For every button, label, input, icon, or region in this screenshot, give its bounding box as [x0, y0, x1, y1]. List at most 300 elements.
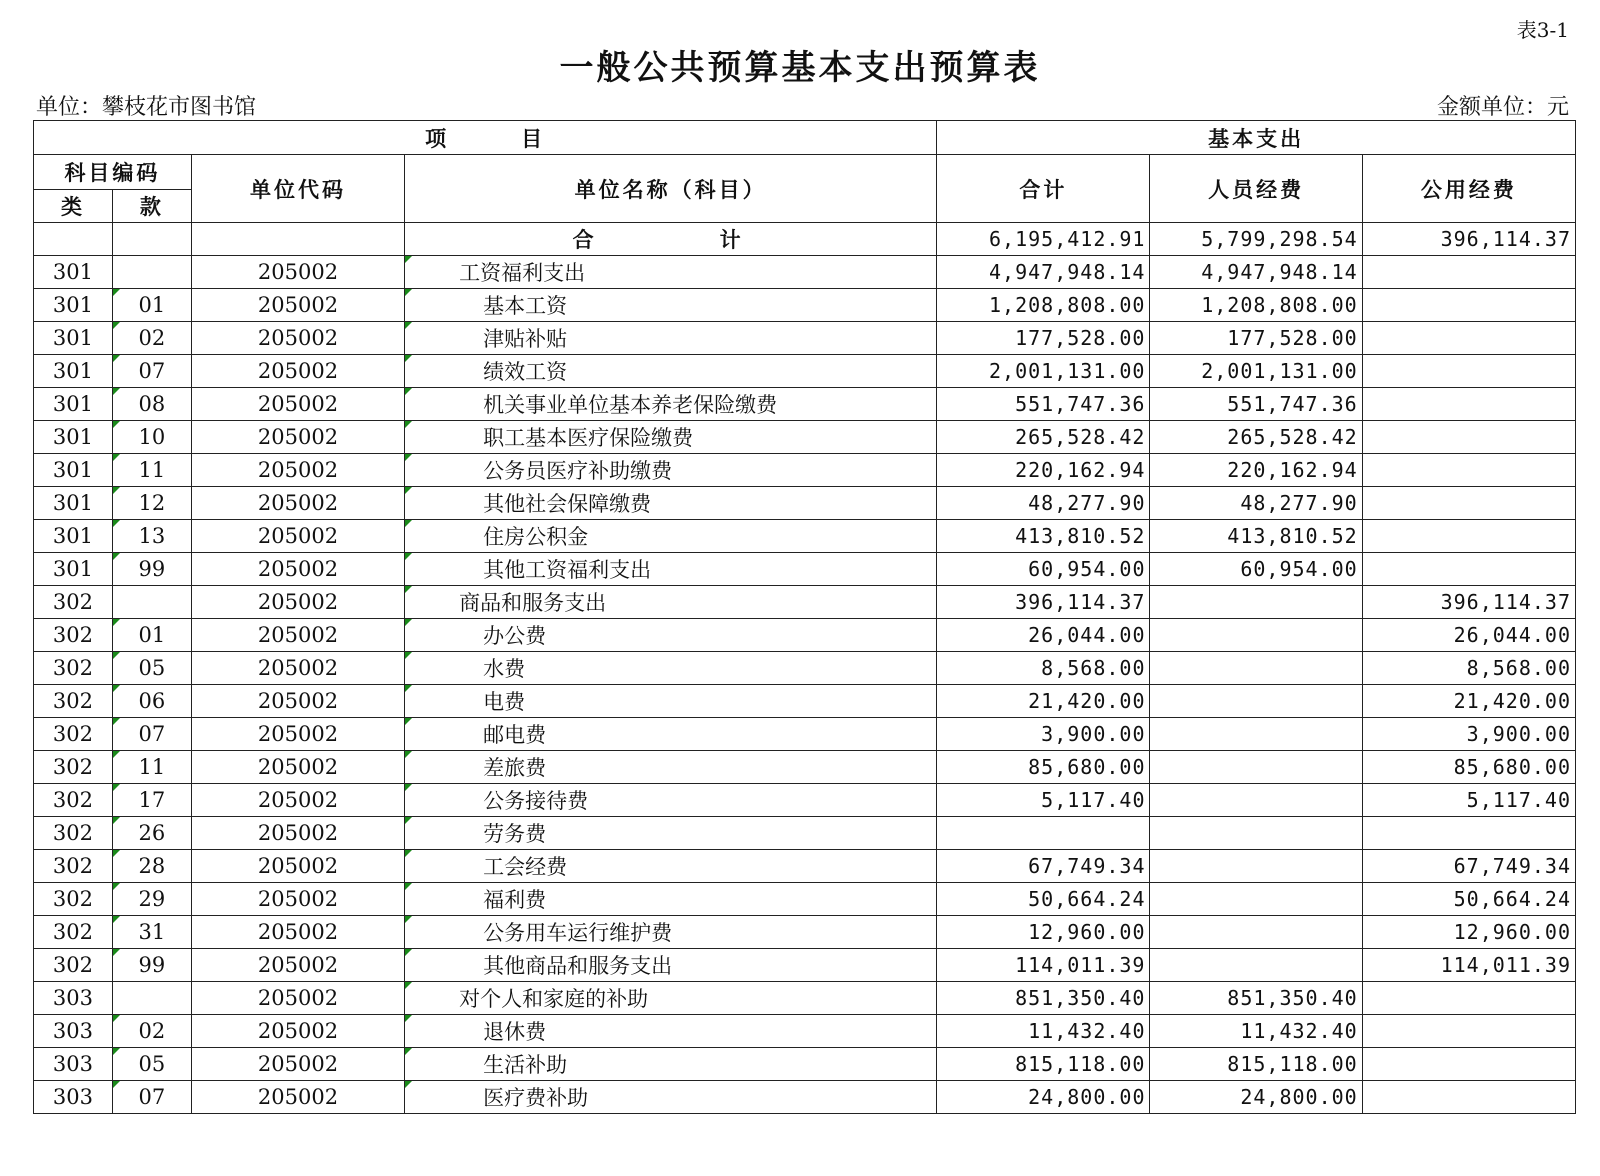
kuan-cell: [112, 1048, 191, 1081]
kuan-text: 11: [138, 755, 166, 779]
lei-cell: 301: [34, 487, 113, 520]
unit-code-cell: 205002: [191, 751, 404, 784]
cell-marker-icon: [405, 553, 412, 560]
public-cell: 12,960.00: [1362, 916, 1575, 949]
unit-name-text: 邮电费: [483, 723, 547, 747]
personnel-cell: 265,528.42: [1150, 421, 1362, 454]
unit-name-cell: [405, 1081, 937, 1114]
lei-cell: 302: [34, 751, 113, 784]
personnel-cell: [1150, 949, 1362, 982]
kuan-text: 06: [138, 689, 166, 713]
unit-label: 单位：攀枝花市图书馆: [36, 95, 257, 120]
public-cell: 3,900.00: [1362, 718, 1575, 751]
header-lei: 类: [34, 190, 113, 223]
public-cell: [1362, 421, 1575, 454]
unit-name-text: 机关事业单位基本养老保险缴费: [483, 393, 778, 417]
personnel-cell: 2,001,131.00: [1150, 355, 1362, 388]
total-cell: 5,117.40: [937, 784, 1150, 817]
personnel-cell: 413,810.52: [1150, 520, 1362, 553]
unit-code-cell: 205002: [191, 685, 404, 718]
kuan-text: 26: [138, 821, 166, 845]
personnel-cell: [1150, 784, 1362, 817]
unit-code-cell: 205002: [191, 454, 404, 487]
kuan-cell: [112, 619, 191, 652]
table-row: [34, 454, 1576, 487]
lei-cell: 301: [34, 454, 113, 487]
table-row: [34, 1048, 1576, 1081]
public-cell: [1362, 256, 1575, 289]
lei-cell: 302: [34, 817, 113, 850]
kuan-text: 11: [138, 458, 166, 482]
unit-name-text: 水费: [483, 657, 526, 681]
kuan-cell: [112, 454, 191, 487]
table-row: [34, 685, 1576, 718]
unit-name-cell: [405, 421, 937, 454]
unit-name-cell: [405, 289, 937, 322]
cell-marker-icon: [113, 388, 120, 395]
unit-code-cell: 205002: [191, 916, 404, 949]
total-cell: [937, 817, 1150, 850]
kuan-cell: [112, 322, 191, 355]
cell-marker-icon: [405, 718, 412, 725]
lei-cell: 301: [34, 289, 113, 322]
table-row: [34, 652, 1576, 685]
total-cell: 11,432.40: [937, 1015, 1150, 1048]
table-row: [34, 421, 1576, 454]
public-cell: 67,749.34: [1362, 850, 1575, 883]
unit-code-cell: 205002: [191, 487, 404, 520]
unit-name-cell: [405, 553, 937, 586]
unit-name-text: 生活补助: [483, 1053, 568, 1077]
personnel-cell: [1150, 652, 1362, 685]
total-cell: 67,749.34: [937, 850, 1150, 883]
cell-marker-icon: [113, 1015, 120, 1022]
total-cell: 2,001,131.00: [937, 355, 1150, 388]
cell-marker-icon: [113, 322, 120, 329]
unit-name-cell: [405, 1015, 937, 1048]
cell-marker-icon: [405, 289, 412, 296]
unit-name-cell: [405, 586, 937, 619]
unit-code-cell: 205002: [191, 289, 404, 322]
public-cell: 26,044.00: [1362, 619, 1575, 652]
unit-code-cell: 205002: [191, 322, 404, 355]
budget-table: [33, 120, 1576, 1114]
header-subject-code: 科目编码: [34, 155, 192, 190]
cell-marker-icon: [113, 1081, 120, 1088]
unit-name-text: 劳务费: [483, 822, 547, 846]
header-personnel: 人员经费: [1150, 155, 1362, 223]
cell-marker-icon: [113, 520, 120, 527]
total-cell: 3,900.00: [937, 718, 1150, 751]
total-cell: 265,528.42: [937, 421, 1150, 454]
table-row: [34, 883, 1576, 916]
table-row: [34, 553, 1576, 586]
kuan-cell: [112, 1081, 191, 1114]
public-cell: 85,680.00: [1362, 751, 1575, 784]
kuan-cell: [112, 256, 191, 289]
cell-marker-icon: [405, 784, 412, 791]
table-row: [34, 520, 1576, 553]
kuan-text: 13: [138, 524, 166, 548]
kuan-text: 99: [138, 953, 166, 977]
cell-marker-icon: [113, 718, 120, 725]
table-row: [34, 850, 1576, 883]
unit-name-cell: [405, 883, 937, 916]
personnel-cell: 60,954.00: [1150, 553, 1362, 586]
public-cell: [1362, 355, 1575, 388]
unit-name-text: 职工基本医疗保险缴费: [483, 426, 694, 450]
kuan-text: 01: [138, 623, 166, 647]
lei-cell: 301: [34, 355, 113, 388]
kuan-cell: [112, 421, 191, 454]
total-code-cell: [191, 223, 404, 256]
personnel-cell: [1150, 817, 1362, 850]
unit-code-cell: 205002: [191, 388, 404, 421]
header-project: 项 目: [34, 121, 937, 155]
unit-name-text: 基本工资: [483, 294, 568, 318]
unit-name-cell: [405, 916, 937, 949]
cell-marker-icon: [405, 421, 412, 428]
public-cell: [1362, 817, 1575, 850]
kuan-text: 10: [138, 425, 166, 449]
page-title: 一般公共预算基本支出预算表: [559, 48, 1041, 88]
personnel-cell: [1150, 586, 1362, 619]
unit-name-cell: [405, 487, 937, 520]
table-row: [34, 817, 1576, 850]
unit-code-cell: 205002: [191, 1015, 404, 1048]
cell-marker-icon: [405, 619, 412, 626]
unit-code-cell: 205002: [191, 619, 404, 652]
cell-marker-icon: [113, 817, 120, 824]
kuan-cell: [112, 751, 191, 784]
kuan-cell: [112, 355, 191, 388]
unit-name-text: 办公费: [483, 624, 547, 648]
unit-code-cell: 205002: [191, 652, 404, 685]
unit-name-text: 福利费: [483, 888, 547, 912]
lei-cell: 302: [34, 883, 113, 916]
unit-code-cell: 205002: [191, 817, 404, 850]
cell-marker-icon: [405, 982, 412, 989]
total-cell: 220,162.94: [937, 454, 1150, 487]
unit-code-cell: 205002: [191, 883, 404, 916]
cell-marker-icon: [405, 454, 412, 461]
table-row: [34, 586, 1576, 619]
cell-marker-icon: [405, 1015, 412, 1022]
public-cell: [1362, 289, 1575, 322]
unit-name-text: 其他商品和服务支出: [483, 954, 673, 978]
cell-marker-icon: [113, 421, 120, 428]
lei-cell: 302: [34, 652, 113, 685]
cell-marker-icon: [405, 520, 412, 527]
personnel-cell: 4,947,948.14: [1150, 256, 1362, 289]
personnel-cell: 815,118.00: [1150, 1048, 1362, 1081]
cell-marker-icon: [113, 553, 120, 560]
lei-cell: 301: [34, 421, 113, 454]
public-cell: [1362, 520, 1575, 553]
personnel-cell: [1150, 718, 1362, 751]
total-personnel: 5,799,298.54: [1150, 223, 1362, 256]
cell-marker-icon: [113, 652, 120, 659]
unit-name-text: 差旅费: [483, 756, 547, 780]
unit-name-cell: [405, 652, 937, 685]
cell-marker-icon: [405, 1048, 412, 1055]
cell-marker-icon: [405, 586, 412, 593]
public-cell: [1362, 454, 1575, 487]
cell-marker-icon: [113, 289, 120, 296]
personnel-cell: 551,747.36: [1150, 388, 1362, 421]
lei-cell: 303: [34, 1081, 113, 1114]
lei-cell: 301: [34, 322, 113, 355]
kuan-cell: [112, 586, 191, 619]
total-cell: 551,747.36: [937, 388, 1150, 421]
cell-marker-icon: [113, 883, 120, 890]
total-cell: 8,568.00: [937, 652, 1150, 685]
total-public: 396,114.37: [1362, 223, 1575, 256]
total-cell: 24,800.00: [937, 1081, 1150, 1114]
cell-marker-icon: [113, 619, 120, 626]
header-public: 公用经费: [1362, 155, 1575, 223]
amount-unit-label: 金额单位：元: [1436, 95, 1569, 120]
public-cell: 21,420.00: [1362, 685, 1575, 718]
lei-cell: 303: [34, 1015, 113, 1048]
unit-name-cell: [405, 685, 937, 718]
unit-name-text: 其他社会保障缴费: [483, 492, 652, 516]
kuan-text: 99: [138, 557, 166, 581]
unit-code-cell: 205002: [191, 982, 404, 1015]
unit-name-cell: [405, 256, 937, 289]
kuan-text: 07: [138, 1085, 166, 1109]
unit-name-cell: [405, 817, 937, 850]
table-row: [34, 751, 1576, 784]
kuan-cell: [112, 685, 191, 718]
unit-name-cell: [405, 322, 937, 355]
lei-cell: 301: [34, 388, 113, 421]
total-cell: 50,664.24: [937, 883, 1150, 916]
cell-marker-icon: [113, 1048, 120, 1055]
total-cell: 4,947,948.14: [937, 256, 1150, 289]
unit-name-text: 工资福利支出: [459, 261, 586, 285]
unit-code-cell: 205002: [191, 1081, 404, 1114]
cell-marker-icon: [405, 322, 412, 329]
total-cell: 413,810.52: [937, 520, 1150, 553]
kuan-text: 17: [138, 788, 166, 812]
personnel-cell: [1150, 916, 1362, 949]
unit-code-cell: 205002: [191, 421, 404, 454]
kuan-cell: [112, 817, 191, 850]
kuan-text: 07: [138, 359, 166, 383]
total-row: [34, 223, 1576, 256]
kuan-cell: [112, 553, 191, 586]
unit-name-cell: [405, 751, 937, 784]
lei-cell: 302: [34, 949, 113, 982]
lei-cell: 301: [34, 520, 113, 553]
cell-marker-icon: [113, 784, 120, 791]
cell-marker-icon: [405, 256, 412, 263]
kuan-cell: [112, 949, 191, 982]
unit-name-cell: [405, 982, 937, 1015]
unit-code-cell: 205002: [191, 520, 404, 553]
table-row: [34, 322, 1576, 355]
cell-marker-icon: [113, 487, 120, 494]
cell-marker-icon: [405, 685, 412, 692]
cell-marker-icon: [113, 685, 120, 692]
personnel-cell: 1,208,808.00: [1150, 289, 1362, 322]
cell-marker-icon: [113, 751, 120, 758]
cell-marker-icon: [113, 850, 120, 857]
kuan-cell: [112, 916, 191, 949]
unit-code-cell: 205002: [191, 586, 404, 619]
table-row: [34, 619, 1576, 652]
lei-cell: 301: [34, 553, 113, 586]
public-cell: 396,114.37: [1362, 586, 1575, 619]
unit-code-cell: 205002: [191, 256, 404, 289]
table-row: [34, 388, 1576, 421]
public-cell: [1362, 1015, 1575, 1048]
public-cell: 50,664.24: [1362, 883, 1575, 916]
public-cell: [1362, 1081, 1575, 1114]
cell-marker-icon: [405, 751, 412, 758]
unit-code-cell: 205002: [191, 850, 404, 883]
table-number: 表3-1: [1516, 18, 1569, 42]
cell-marker-icon: [405, 883, 412, 890]
total-total: 6,195,412.91: [937, 223, 1150, 256]
kuan-cell: [112, 784, 191, 817]
public-cell: 8,568.00: [1362, 652, 1575, 685]
personnel-cell: [1150, 619, 1362, 652]
personnel-cell: [1150, 751, 1362, 784]
cell-marker-icon: [113, 916, 120, 923]
cell-marker-icon: [405, 388, 412, 395]
header-total: 合计: [937, 155, 1150, 223]
unit-code-cell: 205002: [191, 1048, 404, 1081]
table-row: [34, 256, 1576, 289]
personnel-cell: 177,528.00: [1150, 322, 1362, 355]
kuan-cell: [112, 487, 191, 520]
total-cell: 851,350.40: [937, 982, 1150, 1015]
kuan-cell: [112, 718, 191, 751]
unit-name-cell: [405, 850, 937, 883]
unit-name-text: 其他工资福利支出: [483, 558, 652, 582]
cell-marker-icon: [405, 487, 412, 494]
kuan-cell: [112, 520, 191, 553]
kuan-cell: [112, 289, 191, 322]
unit-name-cell: [405, 949, 937, 982]
header-kuan: 款: [112, 190, 191, 223]
public-cell: [1362, 322, 1575, 355]
personnel-cell: 48,277.90: [1150, 487, 1362, 520]
kuan-cell: [112, 850, 191, 883]
personnel-cell: 220,162.94: [1150, 454, 1362, 487]
personnel-cell: 851,350.40: [1150, 982, 1362, 1015]
kuan-text: 02: [138, 1019, 166, 1043]
cell-marker-icon: [113, 355, 120, 362]
cell-marker-icon: [113, 454, 120, 461]
unit-name-text: 住房公积金: [483, 525, 589, 549]
kuan-cell: [112, 1015, 191, 1048]
table-row: [34, 784, 1576, 817]
unit-name-cell: [405, 388, 937, 421]
lei-cell: 302: [34, 850, 113, 883]
lei-cell: 301: [34, 256, 113, 289]
kuan-text: 07: [138, 722, 166, 746]
kuan-text: 02: [138, 326, 166, 350]
public-cell: [1362, 553, 1575, 586]
cell-marker-icon: [405, 652, 412, 659]
public-cell: [1362, 487, 1575, 520]
table-row: [34, 487, 1576, 520]
kuan-text: 05: [138, 656, 166, 680]
kuan-cell: [112, 982, 191, 1015]
kuan-text: 28: [138, 854, 166, 878]
unit-name-cell: [405, 619, 937, 652]
lei-cell: 303: [34, 982, 113, 1015]
personnel-cell: [1150, 850, 1362, 883]
total-cell: 60,954.00: [937, 553, 1150, 586]
header-basic-expense: 基本支出: [937, 121, 1576, 155]
public-cell: 114,011.39: [1362, 949, 1575, 982]
lei-cell: 302: [34, 916, 113, 949]
cell-marker-icon: [405, 1081, 412, 1088]
cell-marker-icon: [405, 850, 412, 857]
total-cell: 1,208,808.00: [937, 289, 1150, 322]
kuan-text: 31: [138, 920, 166, 944]
header-unit-code: 单位代码: [191, 155, 404, 223]
total-cell: 21,420.00: [937, 685, 1150, 718]
unit-name-cell: [405, 355, 937, 388]
total-label: 合 计: [405, 223, 937, 256]
cell-marker-icon: [113, 949, 120, 956]
unit-name-cell: [405, 520, 937, 553]
personnel-cell: [1150, 685, 1362, 718]
table-row: [34, 949, 1576, 982]
kuan-cell: [112, 883, 191, 916]
unit-name-cell: [405, 454, 937, 487]
table-row: [34, 355, 1576, 388]
table-row: [34, 289, 1576, 322]
cell-marker-icon: [405, 817, 412, 824]
unit-name-text: 电费: [483, 690, 526, 714]
personnel-cell: 24,800.00: [1150, 1081, 1362, 1114]
unit-name-text: 津贴补贴: [483, 327, 568, 351]
unit-name-cell: [405, 718, 937, 751]
unit-name-cell: [405, 784, 937, 817]
total-cell: 12,960.00: [937, 916, 1150, 949]
unit-code-cell: 205002: [191, 949, 404, 982]
total-cell: 26,044.00: [937, 619, 1150, 652]
unit-code-cell: 205002: [191, 355, 404, 388]
cell-marker-icon: [405, 949, 412, 956]
kuan-text: 12: [138, 491, 166, 515]
cell-marker-icon: [405, 916, 412, 923]
total-cell: 177,528.00: [937, 322, 1150, 355]
lei-cell: 302: [34, 586, 113, 619]
kuan-text: 08: [138, 392, 166, 416]
unit-code-cell: 205002: [191, 784, 404, 817]
lei-cell: 302: [34, 718, 113, 751]
table-row: [34, 982, 1576, 1015]
personnel-cell: [1150, 883, 1362, 916]
lei-cell: 303: [34, 1048, 113, 1081]
public-cell: [1362, 982, 1575, 1015]
public-cell: [1362, 388, 1575, 421]
unit-name-text: 对个人和家庭的补助: [459, 987, 649, 1011]
total-cell: 114,011.39: [937, 949, 1150, 982]
kuan-text: 01: [138, 293, 166, 317]
unit-name-text: 工会经费: [483, 855, 568, 879]
kuan-cell: [112, 652, 191, 685]
table-row: [34, 916, 1576, 949]
table-row: [34, 1015, 1576, 1048]
